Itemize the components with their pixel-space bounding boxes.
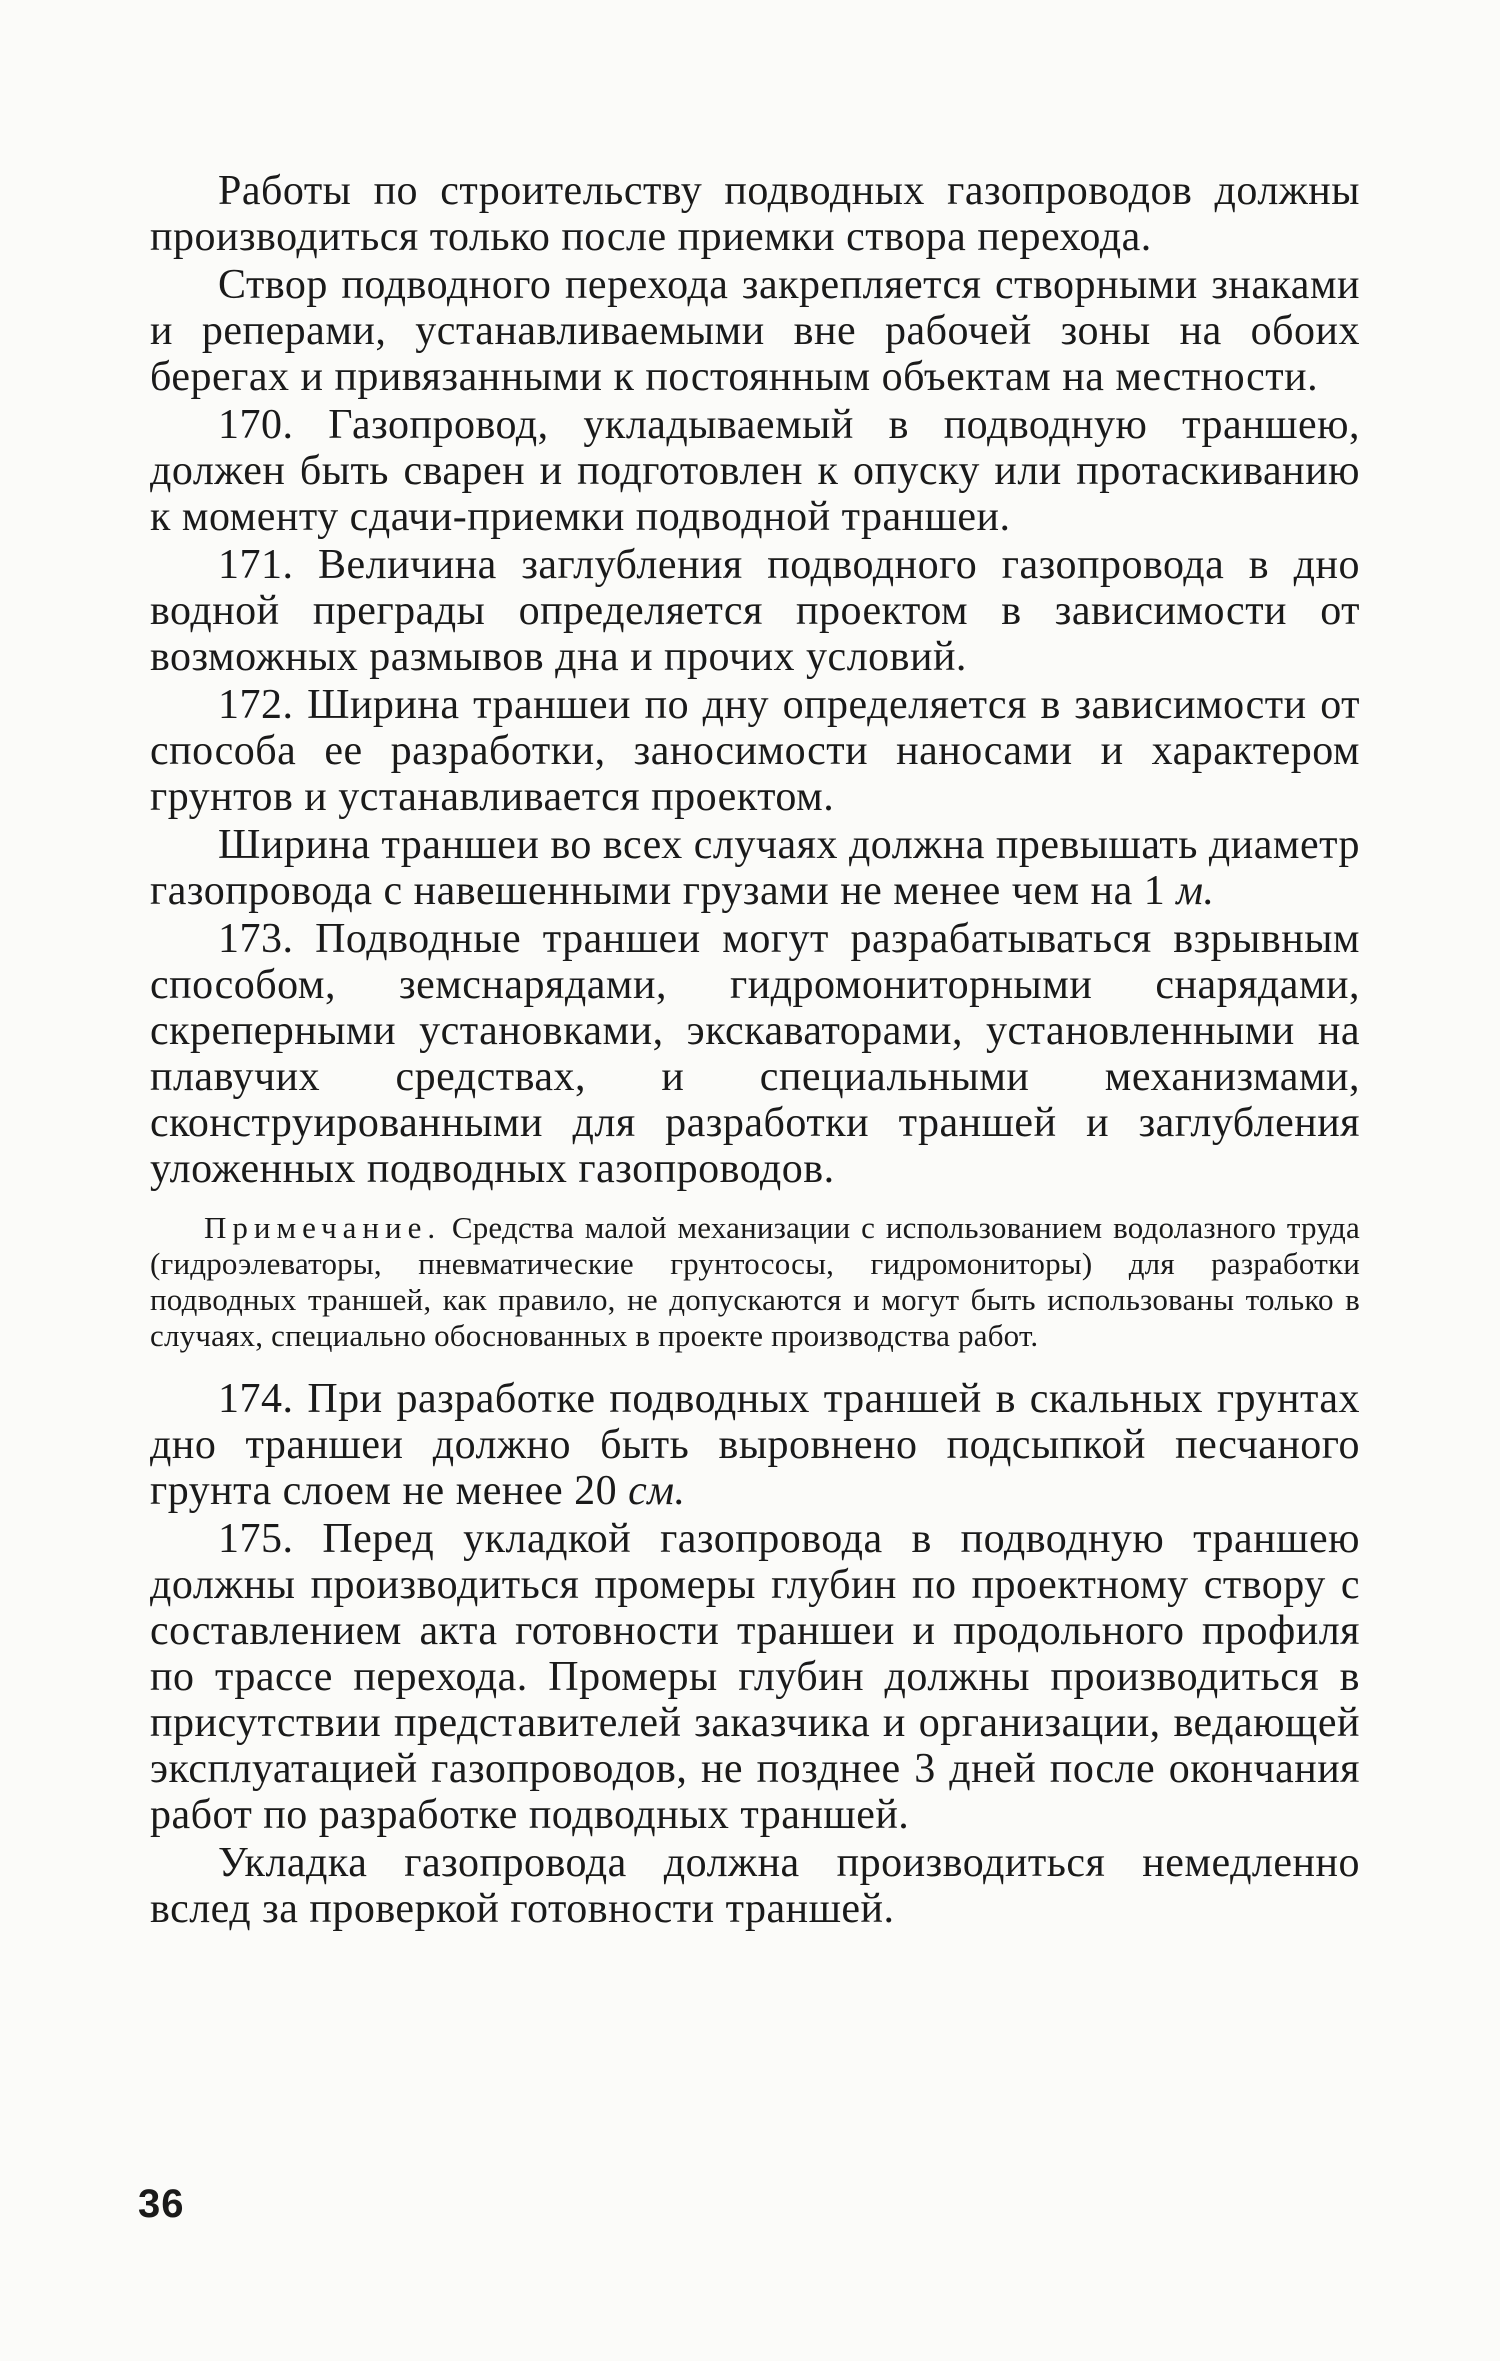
note-text: Средства малой механизации с использованием водолазного труда (гидроэлеваторы, пневматические грунтососы, гидромониторы) для разработки подводных траншей, как правило, не допускаются и могут быть использованы только в случаях, специально обоснованных в проекте производства работ. xyxy=(150,1210,1360,1353)
paragraph-laying: Укладка газопровода должна производиться немедленно вслед за проверкой готовности траншей. xyxy=(150,1840,1360,1932)
paragraph-171: 171. Величина заглубления подводного газопровода в дно водной преграды определяется проектом в зависимости от возможных размывов дна и прочих условий. xyxy=(150,542,1360,680)
unit-centimeter: см. xyxy=(628,1468,686,1514)
paragraph-175: 175. Перед укладкой газопровода в подводную траншею должны производиться промеры глубин по проектному створу с составлением акта готовности траншеи и продольного профиля по трассе перехода. Промеры глубин должны производиться в присутствии представителей заказчика и организации, ведающей эксплуатацией газопроводов, не позднее 3 дней после окончания работ по разработке подводных траншей. xyxy=(150,1516,1360,1838)
paragraph-172: 172. Ширина траншеи по дну определяется в зависимости от способа ее разработки, заносимости наносами и характером грунтов и устанавливается проектом. xyxy=(150,682,1360,820)
paragraph-intro: Работы по строительству подводных газопроводов должны производиться только после приемки створа перехода. xyxy=(150,168,1360,260)
paragraph-alignment-markers: Створ подводного перехода закрепляется створными знаками и реперами, устанавливаемыми вне рабочей зоны на обоих берегах и привязанными к постоянным объектам на местности. xyxy=(150,262,1360,400)
note-label: Примечание. xyxy=(204,1210,442,1245)
paragraph-174-text: 174. При разработке подводных траншей в скальных грунтах дно траншеи должно быть выровнено подсыпкой песчаного грунта слоем не менее 20 xyxy=(150,1376,1360,1514)
note-block xyxy=(150,1210,1360,1354)
unit-meter: м. xyxy=(1176,868,1215,914)
paragraph-172-width-text: Ширина траншеи во всех случаях должна превышать диаметр газопровода с навешенными грузами не менее чем на 1 xyxy=(150,822,1360,914)
paragraph-174 xyxy=(150,1376,1360,1514)
text-column xyxy=(150,168,1360,1932)
page-number: 36 xyxy=(138,2182,185,2226)
paragraph-170: 170. Газопровод, укладываемый в подводную траншею, должен быть сварен и подготовлен к опуску или протаскиванию к моменту сдачи-приемки подводной траншеи. xyxy=(150,402,1360,540)
paragraph-173: 173. Подводные траншеи могут разрабатываться взрывным способом, земснарядами, гидромониторными снарядами, скреперными установками, экскаваторами, установленными на плавучих средствах, и специальными механизмами, сконструированными для разработки траншей и заглубления уложенных подводных газопроводов. xyxy=(150,916,1360,1192)
paragraph-172-width xyxy=(150,822,1360,914)
